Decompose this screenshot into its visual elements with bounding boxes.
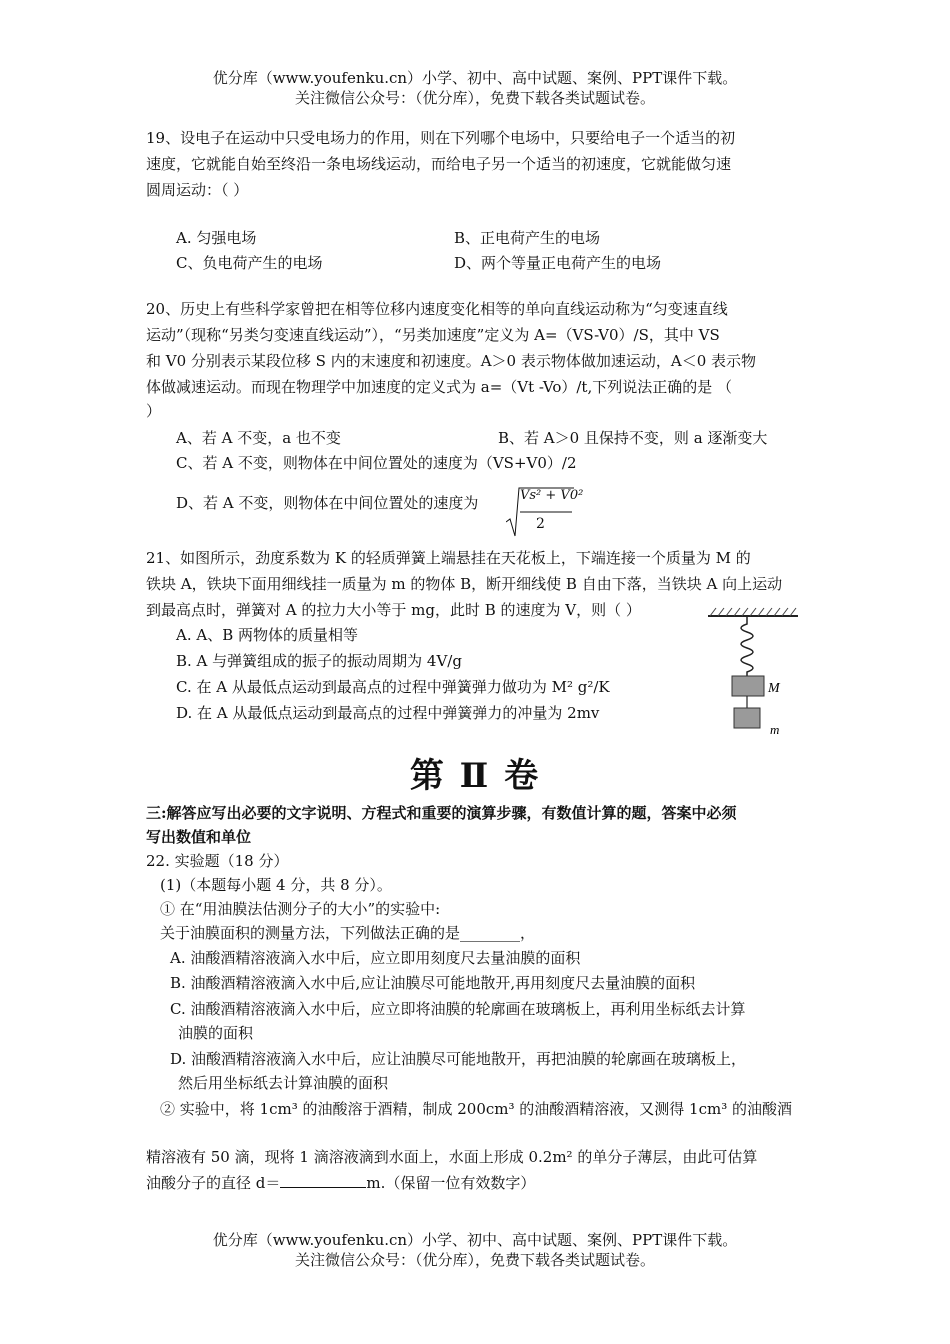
block-small-m-label: m (770, 722, 780, 737)
instruction-line-2: 写出数值和单位 (146, 828, 252, 846)
q20-line-5: ） (146, 402, 162, 420)
q20-line-2: 运动”（现称“另类匀变速直线运动”），“另类加速度”定义为 A=（VS-V0）/S，其中 VS (146, 326, 720, 344)
q22-item-2-line-1: ② 实验中，将 1cm³ 的油酸溶于酒精，制成 200cm³ 的油酸酒精溶液，又测得 1cm³ 的油酸酒 (160, 1100, 793, 1118)
instruction-line-1: 三:解答应写出必要的文字说明、方程式和重要的演算步骤，有数值计算的题，答案中必须 (146, 804, 737, 822)
q22-item-2-line-2: 精溶液有 50 滴，现将 1 滴溶液滴到水面上，水面上形成 0.2m² 的单分子薄层，由此可估算 (146, 1148, 758, 1166)
block-b-icon (734, 708, 760, 728)
q20-line-4: 体做减速运动。而现在物理学中加速度的定义式为 a=（Vt -Vo）/t,下列说法正确的是 （ (146, 378, 732, 396)
ceiling-hatch-icon (708, 608, 798, 616)
q21-line-1: 21、如图所示，劲度系数为 K 的轻质弹簧上端悬挂在天花板上，下端连接一个质量为 M 的 (146, 549, 751, 567)
q22-option-c-2: 油膜的面积 (178, 1024, 254, 1042)
block-m-label: M (768, 681, 780, 696)
q21-line-3: 到最高点时，弹簧对 A 的拉力大小等于 mg，此时 B 的速度为 V，则（ ） (146, 601, 641, 619)
q21-option-a: A. A、B 两物体的质量相等 (176, 626, 358, 644)
q20-option-c: C、若 A 不变，则物体在中间位置处的速度为（VS+V0）/2 (176, 454, 577, 472)
q22-option-a: A. 油酸酒精溶液滴入水中后，应立即用刻度尺去量油膜的面积 (170, 949, 581, 967)
q19-line-1: 19、设电子在运动中只受电场力的作用，则在下列哪个电场中，只要给电子一个适当的初 (146, 129, 736, 147)
q22-item-2-line-3 (146, 1170, 535, 1196)
q20-option-a: A、若 A 不变，a 也不变 (176, 429, 341, 447)
q21-line-2: 铁块 A，铁块下面用细线挂一质量为 m 的物体 B，断开细线使 B 自由下落，当铁块 A 向上运动 (146, 575, 783, 593)
q19-line-2: 速度，它就能自始至终沿一条电场线运动，而给电子另一个适当的初速度，它就能做匀速 (146, 155, 732, 173)
answer-blank[interactable] (280, 1171, 366, 1188)
q22-option-d-2: 然后用坐标纸去计算油膜的面积 (178, 1074, 389, 1092)
formula-numerator: Vs² + V0² (520, 488, 584, 503)
sqrt-formula (506, 486, 584, 538)
q21-option-c: C. 在 A 从最低点运动到最高点的过程中弹簧弹力做功为 M² g²/K (176, 678, 610, 696)
q21-option-b: B. A 与弹簧组成的振子的振动周期为 4V/g (176, 652, 462, 670)
q22-item-1-question: 关于油膜面积的测量方法，下列做法正确的是________， (160, 924, 536, 942)
q22-option-d-1: D. 油酸酒精溶液滴入水中后，应让油膜尽可能地散开，再把油膜的轮廓画在玻璃板上， (170, 1050, 747, 1068)
q20-option-b: B、若 A＞0 且保持不变，则 a 逐渐变大 (498, 429, 768, 447)
q19-line-3: 圆周运动：（ ） (146, 181, 249, 199)
spring-mass-figure (700, 600, 810, 740)
header-line-2: 关注微信公众号：（优分库），免费下载各类试题试卷。 (294, 89, 655, 107)
section-title: 第 Ⅱ 卷 (409, 756, 541, 796)
spring-coil-icon (741, 616, 753, 676)
q19-option-b: B、正电荷产生的电场 (454, 229, 601, 247)
q19-option-c: C、负电荷产生的电场 (176, 254, 323, 272)
q19-option-d: D、两个等量正电荷产生的电场 (454, 254, 662, 272)
q21-option-d: D. 在 A 从最低点运动到最高点的过程中弹簧弹力的冲量为 2mv (176, 704, 600, 722)
q22-option-c-1: C. 油酸酒精溶液滴入水中后，应立即将油膜的轮廓画在玻璃板上，再利用坐标纸去计算 (170, 1000, 746, 1018)
diameter-prefix: 油酸分子的直径 d＝ (146, 1174, 281, 1192)
header-line-1: 优分库（www.youfenku.cn）小学、初中、高中试题、案例、PPT课件下载。 (212, 69, 738, 87)
footer-line-2: 关注微信公众号：（优分库），免费下载各类试题试卷。 (294, 1251, 655, 1269)
q20-option-d: D、若 A 不变，则物体在中间位置处的速度为 (176, 494, 479, 512)
q22-sub-1: (1)（本题每小题 4 分，共 8 分）。 (160, 876, 392, 894)
diameter-suffix: m.（保留一位有效数字） (366, 1174, 536, 1192)
footer-line-1: 优分库（www.youfenku.cn）小学、初中、高中试题、案例、PPT课件下载。 (212, 1231, 738, 1249)
q22-option-b: B. 油酸酒精溶液滴入水中后,应让油膜尽可能地散开,再用刻度尺去量油膜的面积 (170, 974, 696, 992)
formula-denominator: 2 (536, 516, 545, 532)
q20-line-1: 20、历史上有些科学家曾把在相等位移内速度变化相等的单向直线运动称为“匀变速直线 (146, 300, 728, 318)
q20-line-3: 和 V0 分别表示某段位移 S 内的末速度和初速度。A＞0 表示物体做加速运动，A＜0 表示物 (146, 352, 757, 370)
q22-heading: 22. 实验题（18 分） (146, 852, 289, 870)
q19-option-a: A. 匀强电场 (176, 229, 257, 247)
q22-item-1: ① 在“用油膜法估测分子的大小”的实验中: (160, 900, 441, 918)
block-a-icon (732, 676, 764, 696)
